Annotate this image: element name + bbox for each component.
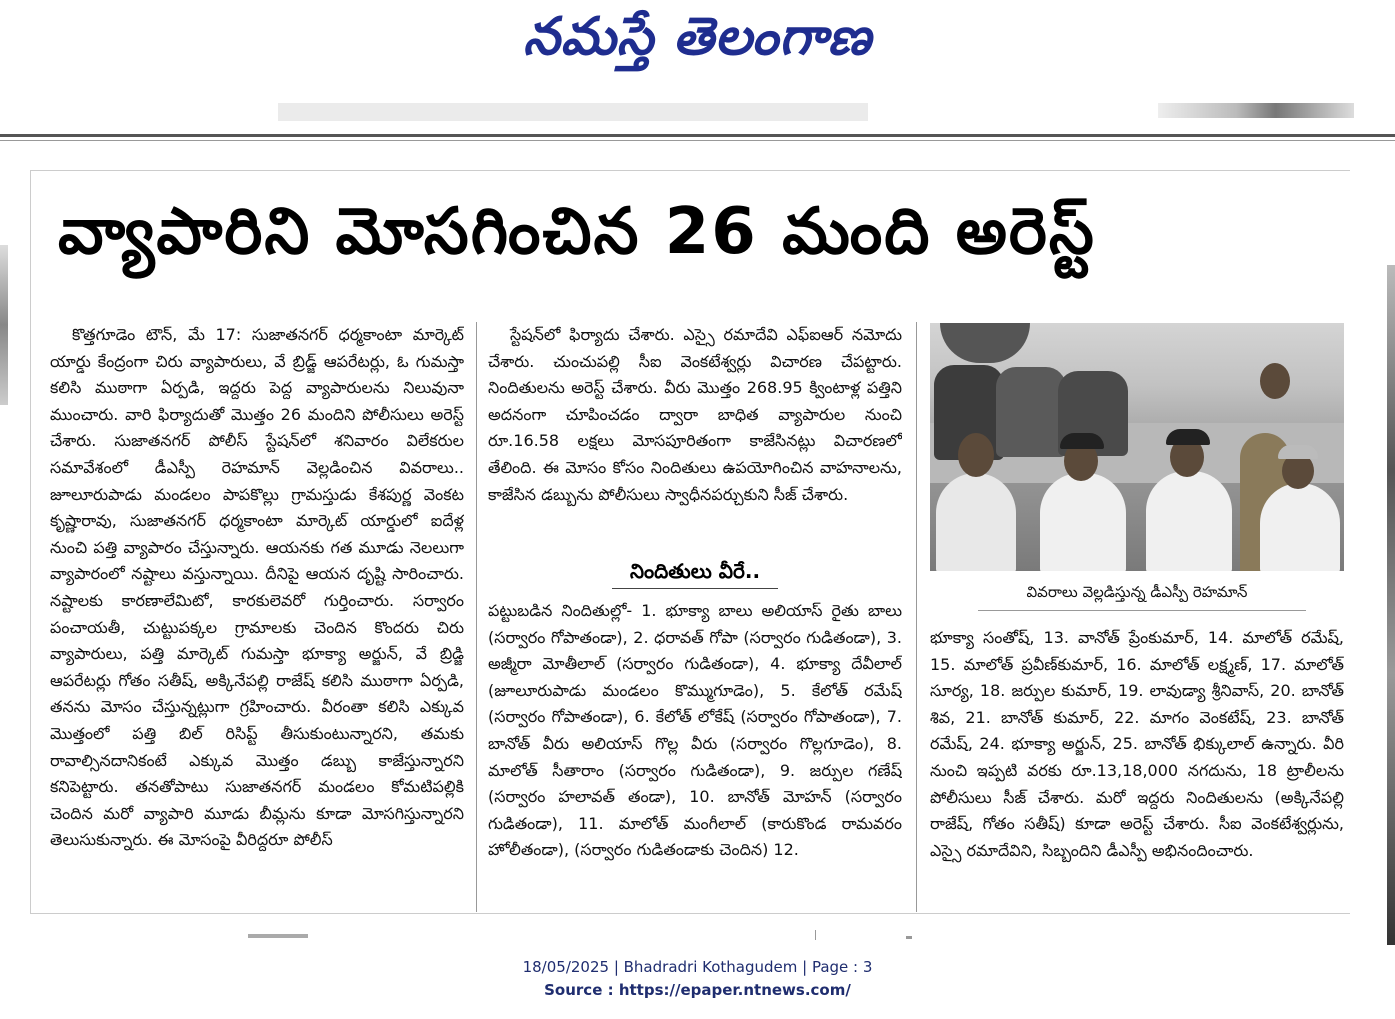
article-column-3 (930, 625, 1344, 910)
masthead-photo-strip (1158, 103, 1354, 118)
adjacent-photo-edge-right (1387, 265, 1395, 945)
footer-source-link[interactable]: Source : https://epaper.ntnews.com/ (544, 981, 851, 999)
masthead-rule (0, 134, 1395, 137)
article-border-bottom (30, 913, 1350, 914)
column-divider (476, 322, 477, 912)
masthead-band (278, 103, 868, 121)
footer-mark (906, 936, 912, 939)
accused-list-text: పట్టుబడిన నిందితుల్లో- 1. భూక్యా బాలు అలియాస్ రైతు బాలు (సర్వారం గోపాతండా), 2. ధరావత్ గోపా (సర్వారం గుడితండా), 3. అజ్మీరా మోతీలాల్ (సర్వారం గుడితండా), 4. భూక్యా దేవీలాల్ (జూలూరుపాడు మండలం కొమ్ముగూడెం), 5. కేలోత్ రమేష్ (సర్వారం గోపాతండా), 6. కేలోత్ లోకేష్ (సర్వారం గోపాతండా), 7. బానోత్ వీరు అలియాస్ గొల్ల వీరు (సర్వారం గొల్లగూడెం), 8. మాలోత్ సీతారాం (సర్వారం గుడితండా), 9. జర్పుల గణేష్ (సర్వారం హలావత్ తండా), 10. బానోత్ మోహన్ (సర్వారం గుడితండా), 11. మాలోత్ మంగీలాల్ (కారుకొండ రామవరం హోలీతండా), (సర్వారం గుడితండాకు చెందిన) 12. (488, 601, 902, 860)
newspaper-logo: నమస్తే తెలంగాణ (523, 7, 872, 67)
article-border-top (30, 170, 1350, 171)
article-body-text: స్టేషన్‌లో ఫిర్యాదు చేశారు. ఎస్సై రమాదేవి ఎఫ్ఐఆర్ నమోదు చేశారు. చుంచుపల్లి సీఐ వెంకటేశ్వర్లు విచారణ చేపట్టారు. నిందితులను అరెస్ట్ చేశారు. వీరు మొత్తం 268.95 క్వింటాళ్ల పత్తిని అదనంగా చూపించడం ద్వారా బాధిత వ్యాపారుల నుంచి రూ.16.58 లక్షలు మోసపూరితంగా కాజేసినట్లు విచారణలో తేలింది. ఈ మోసం కోసం నిందితులు ఉపయోగించిన వాహనాలను, కాజేసిన డబ్బును పోలీసులు స్వాధీనపర్చుకుని సీజ్ చేశారు. (488, 325, 902, 504)
adjacent-photo-edge-left (0, 245, 8, 405)
article-body-text: కొత్తగూడెం టౌన్, మే 17: సుజాతనగర్ ధర్మకాంటా మార్కెట్ యార్డు కేంద్రంగా చిరు వ్యాపారులు, వే బ్రిడ్జ్ ఆపరేటర్లు, ఓ గుమస్తా కలిసి ముఠాగా ఏర్పడి, ఇద్దరు పెద్ద వ్యాపారులను నిలువునా ముంచారు. వారి ఫిర్యాదుతో మొత్తం 26 మందిని పోలీసులు అరెస్ట్ చేశారు. సుజాతనగర్ పోలీస్ స్టేషన్‌లో శనివారం విలేకరుల సమావేశంలో డీఎస్పీ రెహమాన్ వెల్లడించిన వివరాలు.. జూలూరుపాడు మండలం పాపకొల్లు గ్రామస్తుడు కేశపుర్ణ వెంకట కృష్ణారావు, సుజాతనగర్ ధర్మకాంటా మార్కెట్ యార్డులో ఐదేళ్ల నుంచి పత్తి వ్యాపారం చేస్తున్నారు. ఆయనకు గత మూడు నెలలుగా వ్యాపారంలో నష్టాలు వస్తున్నాయి. దీనిపై ఆయన దృష్టి సారించారు. నష్టాలకు కారణాలేమిటో, కారకులెవరో గుర్తించారు. సర్వారం పంచాయతీ, చుట్టుపక్కల గ్రామాలకు చెందిన కొందరు చిరు వ్యాపారులు, పత్తి మార్కెట్ గుమస్తా భూక్యా అర్జున్, వే బ్రిడ్జి ఆపరేటర్లు గోతం సతీష్, అక్కినేపల్లి రాజేష్ కలిసి ముఠాగా ఏర్పడి, తనను మోసం చేస్తున్నట్లుగా గ్రహించారు. వీరంతా కలిసి ఎక్కువ మొత్తంలో పత్తి బిల్ రిసిప్ట్ తీసుకుంటున్నారని, తమకు రావాల్సినదానికంటే ఎక్కువ మొత్తం డబ్బు కాజేస్తున్నారని కనిపెట్టారు. తనతోపాటు సుజాతనగర్ మండలం కోమటిపల్లికి చెందిన మరో వ్యాపారి మూడు బీమ్లను కూడా మోసగిస్తున్నారని తెలుసుకున్నారు. ఈ మోసంపై వీరిద్దరూ పోలీస్ (50, 325, 464, 850)
column-divider (916, 322, 917, 912)
footer-mark (248, 934, 308, 938)
article-border-left (30, 170, 31, 914)
footer-date-edition: 18/05/2025 | Bhadradri Kothagudem | Page : 3 (522, 958, 873, 976)
subheading-underline (612, 588, 778, 589)
caption-underline (978, 610, 1306, 611)
accused-list-text-continued: భూక్యా సంతోష్, 13. వానోత్ ప్రేంకుమార్, 14. మాలోత్ రమేష్, 15. మాలోత్ ప్రవీణ్‌కుమార్, 16. మాలోత్ లక్ష్మణ్, 17. మాలోత్ సూర్య, 18. జర్పుల కుమార్, 19. లావుడ్యా శ్రీనివాస్, 20. బానోత్ శివ, 21. బానోత్ కుమార్, 22. మాగం వెంకటేష్, 23. బానోత్ రమేష్, 24. భూక్యా అర్జున్, 25. బానోత్ భిక్కులాల్ ఉన్నారు. వీరి నుంచి ఇప్పటి వరకు రూ.13,18,000 నగదును, 18 ట్రాలీలను పోలీసులు సీజ్ చేశారు. మరో ఇద్దరు నిందితులను (అక్కినేపల్లి రాజేష్, గోతం సతీష్) కూడా అరెస్ట్ చేశారు. సీఐ వెంకటేశ్వర్లును, ఎస్సై రమాదేవిని, సిబ్బందిని డీఎస్పీ అభినందించారు. (930, 628, 1344, 860)
accused-list-column (488, 598, 902, 910)
news-photo (930, 323, 1344, 571)
article-column-1 (50, 322, 464, 910)
footer-mark (815, 930, 816, 940)
photo-caption: వివరాలు వెల్లడిస్తున్న డీఎస్పీ రెహమాన్ (1026, 583, 1248, 601)
masthead (0, 0, 1395, 100)
article-column-2 (488, 322, 902, 547)
article-headline: వ్యాపారిని మోసగించిన 26 మంది అరెస్ట్ (58, 195, 1096, 269)
masthead-rule-thin (0, 140, 1395, 141)
accused-subheading: నిందితులు వీరే.. (629, 559, 761, 583)
